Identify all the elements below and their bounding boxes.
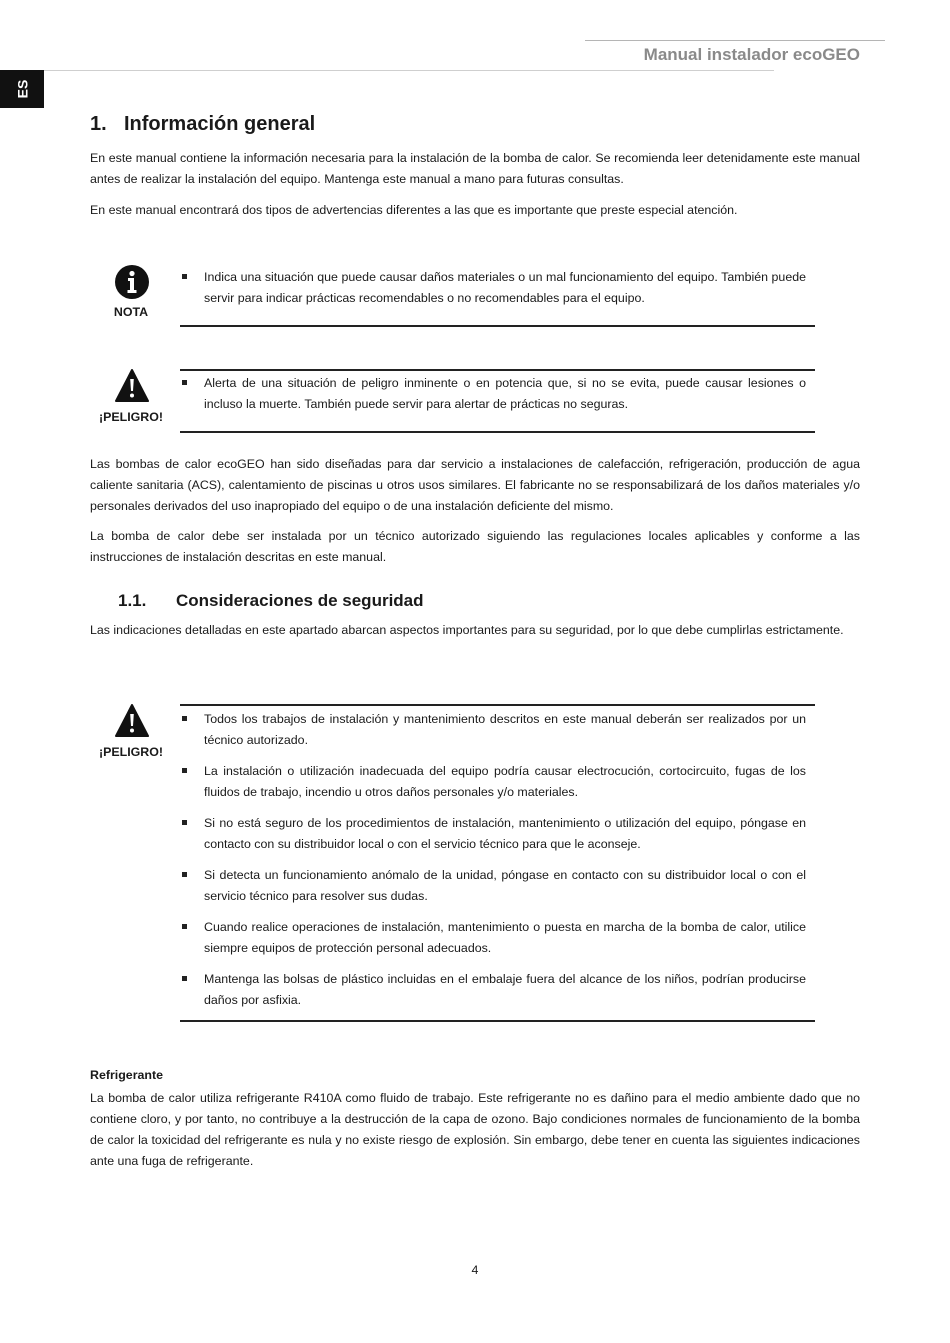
warning-icon [114,368,150,404]
info-icon [114,264,150,300]
danger-list [180,373,806,425]
safety-list [180,709,806,1021]
header-rule-bottom [44,70,774,71]
language-tab [0,70,44,108]
list-item: Todos los trabajos de instalación y mantenimiento descritos en este manual deberán ser realizados por un técnico autorizado. [180,709,806,751]
refrigerant-paragraph: La bomba de calor utiliza refrigerante R410A como fluido de trabajo. Este refrigerante no es dañino para el medio ambiente dado que no contiene cloro, y por tanto, no contribuye a la destrucción de la capa de ozono. Bajo condiciones normales de funcionamiento de la bomba de calor la toxicidad del refrigerante es nula y no existe riesgo de explosión. Sin embargo, debe tener en cuenta las siguientes indicaciones ante una fuga de refrigerante. [90,1091,860,1168]
list-item: Si no está seguro de los procedimientos de instalación, mantenimiento o utilización del equipo, póngase en contacto con su distribuidor local o con el servicio técnico para que le aconseje. [180,813,806,855]
header-title: Manual instalador ecoGEO [643,45,860,64]
page-number: 4 [471,1263,479,1277]
danger-box-top-rule [180,369,815,371]
safety-intro-paragraph: Las indicaciones detalladas en este apartado abarcan aspectos importantes para su seguridad, por lo que debe cumplirlas estrictamente. [90,623,844,637]
warnings-intro-paragraph: En este manual encontrará dos tipos de advertencias diferentes a las que es importante que preste especial atención. [90,203,738,217]
warning-icon [114,703,150,739]
section-number: 1. [90,113,107,135]
list-item: Mantenga las bolsas de plástico incluidas en el embalaje fuera del alcance de los niños, podrían producirse daños por asfixia. [180,969,806,1011]
list-item: Alerta de una situación de peligro inminente o en potencia que, si no se evita, puede causar lesiones o incluso la muerte. También puede servir para alertar de prácticas no seguras. [180,373,806,415]
language-tab-label: ES [14,79,30,99]
scope-paragraph: Las bombas de calor ecoGEO han sido diseñadas para dar servicio a instalaciones de calefacción, refrigeración, producción de agua caliente sanitaria (ACS), calentamiento de piscinas u otros usos similares. El fabricante no se responsabilizará de los daños materiales y/o personales derivados del uso inapropiado del equipo o de una instalación deficiente del mismo. [90,457,860,513]
safety-box-top-rule [180,704,815,706]
safety-box-bottom-rule [180,1020,815,1022]
note-label: NOTA [113,305,149,319]
note-list [180,267,806,319]
note-box-bottom-rule [180,325,815,327]
subsection-title-text: Consideraciones de seguridad [176,591,424,610]
section-title [90,113,315,136]
danger-label: ¡PELIGRO! [98,410,164,424]
danger-box-bottom-rule [180,431,815,433]
list-item: Indica una situación que puede causar daños materiales o un mal funcionamiento del equipo. También puede servir para indicar prácticas recomendables o no recomendables para el equipo. [180,267,806,309]
header-rule-top [585,40,885,41]
section-title-text: Información general [124,113,316,135]
refrigerant-heading: Refrigerante [90,1068,163,1082]
subsection-title [118,591,424,611]
installer-paragraph: La bomba de calor debe ser instalada por un técnico autorizado siguiendo las regulaciones locales aplicables y conforme a las instrucciones de instalación descritas en este manual. [90,529,860,564]
intro-paragraph: En este manual contiene la información necesaria para la instalación de la bomba de calor. Se recomienda leer detenidamente este manual antes de realizar la instalación del equipo. Mantenga este manual a mano para futuras consultas. [90,151,860,186]
safety-danger-label: ¡PELIGRO! [98,745,164,759]
list-item: La instalación o utilización inadecuada del equipo podría causar electrocución, cortocircuito, fugas de los fluidos de trabajo, incendio u otros daños personales y/o materiales. [180,761,806,803]
subsection-number: 1.1. [118,591,147,610]
list-item: Si detecta un funcionamiento anómalo de la unidad, póngase en contacto con su distribuidor local o con el servicio técnico para resolver sus dudas. [180,865,806,907]
list-item: Cuando realice operaciones de instalación, mantenimiento o puesta en marcha de la bomba de calor, utilice siempre equipos de protección personal adecuados. [180,917,806,959]
